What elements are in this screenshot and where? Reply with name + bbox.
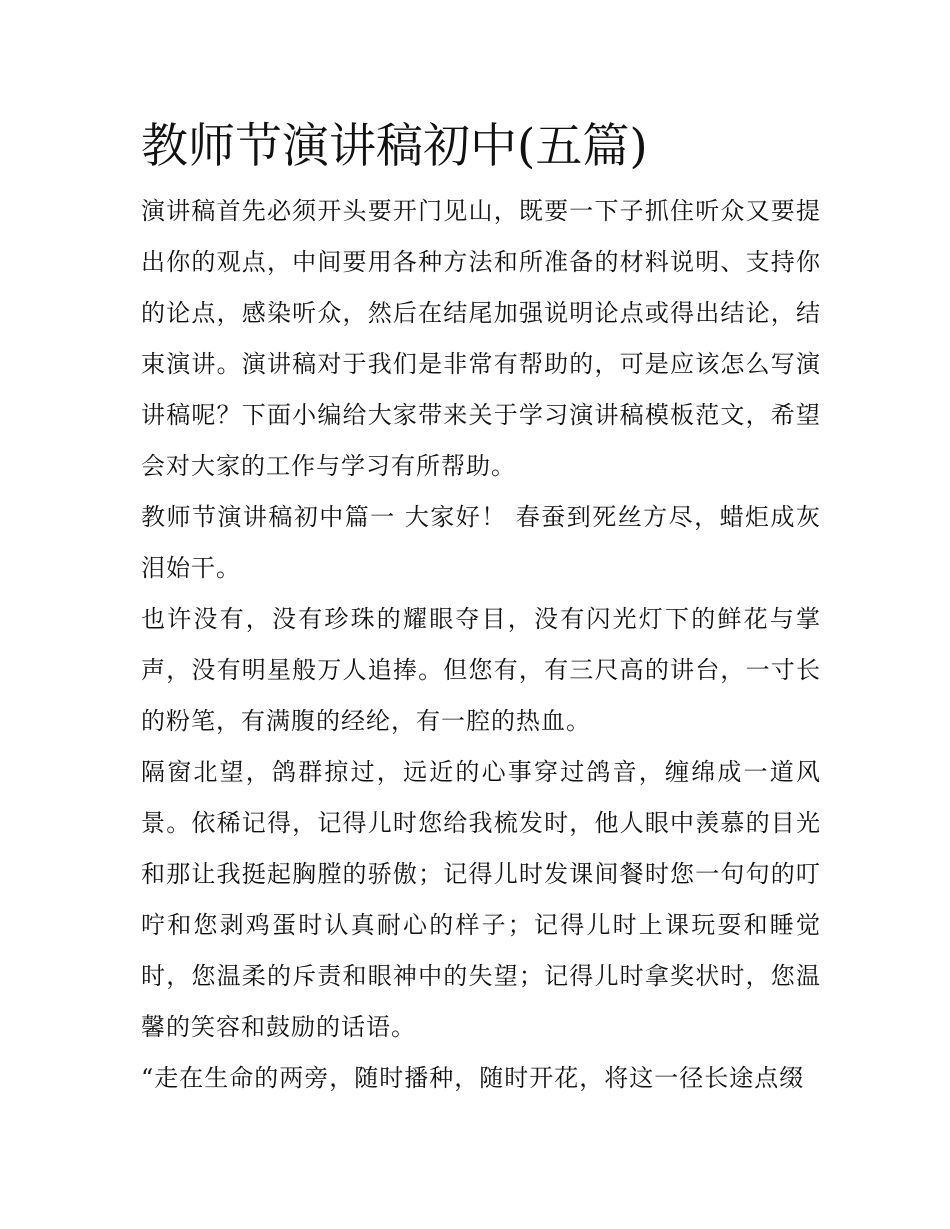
paragraph-section-one-opening: 教师节演讲稿初中篇一 大家好！ 春蚕到死丝方尽，蜡炬成灰泪始干。	[141, 503, 821, 582]
paragraph-quote: “走在生命的两旁，随时播种，随时开花，将这一径长途点缀	[141, 1064, 805, 1092]
paragraph-no-pearls: 也许没有，没有珍珠的耀眼夺目，没有闪光灯下的鲜花与掌声，没有明星般万人追捧。但您有，有三尺高的讲台，一寸长的粉笔，有满腹的经纶，有一腔的热血。	[141, 605, 821, 735]
paragraph-intro: 演讲稿首先必须开头要开门见山，既要一下子抓住听众又要提出你的观点，中间要用各种方法和所准备的材料说明、支持你的论点，感染听众，然后在结尾加强说明论点或得出结论，结束演讲。演讲稿对于我们是非常有帮助的，可是应该怎么写演讲稿呢？下面小编给大家带来关于学习演讲稿模板范文，希望会对大家的工作与学习有所帮助。	[141, 197, 821, 480]
document-title: 教师节演讲稿初中(五篇)	[141, 119, 648, 174]
paragraph-memories: 隔窗北望，鸽群掠过，远近的心事穿过鸽音，缠绵成一道风景。依稀记得，记得儿时您给我梳发时，他人眼中羡慕的目光和那让我挺起胸膛的骄傲；记得儿时发课间餐时您一句句的叮咛和您剥鸡蛋时认真耐心的样子；记得儿时上课玩耍和睡觉时，您温柔的斥责和眼神中的失望；记得儿时拿奖状时，您温馨的笑容和鼓励的话语。	[141, 758, 821, 1041]
document-body	[141, 112, 821, 1104]
